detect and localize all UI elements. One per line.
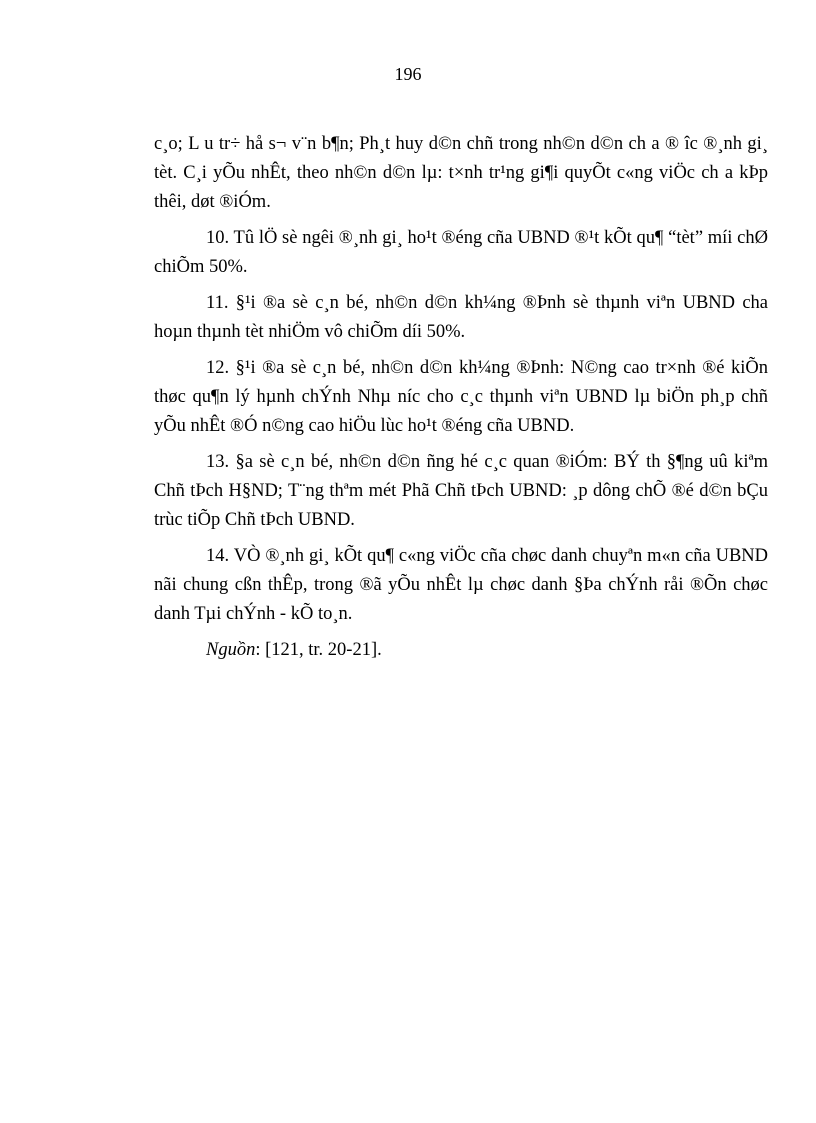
paragraph-item-10: 10. Tû lÖ sè ngêi ®¸nh gi¸ ho¹t ®éng cña UBND ®¹t kÕt qu¶ “tèt” míi chØ chiÕm 50%. <box>154 228 768 277</box>
paragraph-continuation: c¸o; L u tr÷ hå s¬ v¨n b¶n; Ph¸t huy d©n chñ trong nh©n d©n ch a ® îc ®¸nh gi¸ tèt. C¸i yÕu nhÊt, theo nh©n d©n lµ: t×nh tr¹ng gi¶i quyÕt c«ng viÖc ch a kÞp thêi, døt ®iÓm. <box>154 134 768 212</box>
paragraph-item-12: 12. §¹i ®a sè c¸n bé, nh©n d©n kh¼ng ®Þnh: N©ng cao tr×nh ®é kiÕn thøc qu¶n lý hµnh chÝnh Nhµ níc cho c¸c thµnh viªn UBND lµ biÖn ph¸p chñ yÕu nhÊt ®Ó n©ng cao hiÖu lùc ho¹t ®éng cña UBND. <box>154 358 768 436</box>
paragraph-item-11: 11. §¹i ®a sè c¸n bé, nh©n d©n kh¼ng ®Þnh sè thµnh viªn UBND cha hoµn thµnh tèt nhiÖm vô chiÕm díi 50%. <box>154 293 768 342</box>
paragraph-item-13: 13. §a sè c¸n bé, nh©n d©n ñng hé c¸c quan ®iÓm: BÝ th §¶ng uû kiªm Chñ tÞch H§ND; T¨ng thªm mét Phã Chñ tÞch UBND: ¸p dông chÕ ®é d©n bÇu trùc tiÕp Chñ tÞch UBND. <box>154 452 768 530</box>
body-text <box>154 130 768 665</box>
source-citation <box>154 636 768 665</box>
paragraph-item-14: 14. VÒ ®¸nh gi¸ kÕt qu¶ c«ng viÖc cña chøc danh chuyªn m«n cña UBND nãi chung cßn thÊp, trong ®ã yÕu nhÊt lµ chøc danh §Þa chÝnh råi ®Õn chøc danh Tµi chÝnh - kÕ to¸n. <box>154 546 768 624</box>
source-label: Nguồn <box>206 640 256 660</box>
page-number: 196 <box>394 64 422 84</box>
source-reference: : [121, tr. 20-21]. <box>255 640 382 660</box>
